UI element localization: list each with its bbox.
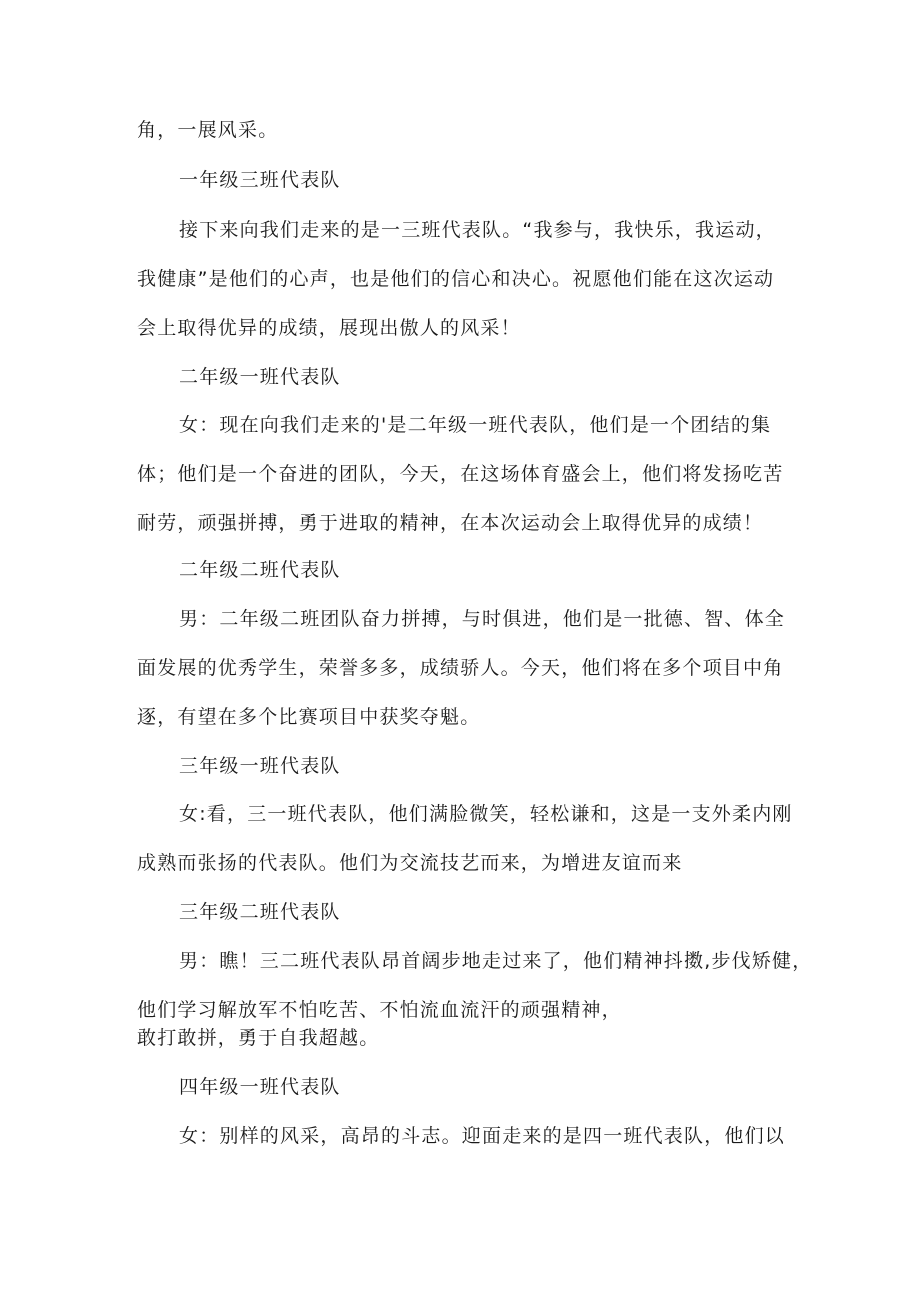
text-line: 敢打敢拼，勇于自我超越。 [137,1027,380,1049]
text-line: 成熟而张扬的代表队。他们为交流技艺而来，为增进友谊而来 [137,852,683,874]
section-heading: 四年级一班代表队 [179,1076,341,1098]
text-line: 他们学习解放军不怕吃苦、不怕流血流汗的顽强精神， [137,999,622,1021]
text-line: 会上取得优异的成绩，展现出傲人的风采！ [137,317,521,339]
section-heading: 三年级二班代表队 [179,901,341,923]
text-line: 体；他们是一个奋进的团队，今天，在这场体育盛会上，他们将发扬吃苦 [137,463,784,485]
section-heading: 二年级一班代表队 [179,366,341,388]
section-heading: 二年级二班代表队 [179,559,341,581]
text-line: 女:看，三一班代表队，他们满脸微笑，轻松谦和，这是一支外柔内刚 [179,803,793,825]
text-line: 耐劳，顽强拼搏，勇于进取的精神，在本次运动会上取得优异的成绩！ [137,512,764,534]
text-line: 角，一展风采。 [137,119,279,141]
text-line: 逐，有望在多个比赛项目中获奖夺魁。 [137,706,481,728]
section-heading: 一年级三班代表队 [179,169,341,191]
text-line: 面发展的优秀学生，荣誉多多，成绩骄人。今天，他们将在多个项目中角 [137,657,784,679]
text-line: 我健康”是他们的心声，也是他们的信心和决心。祝愿他们能在这次运动 [137,268,775,290]
text-line: 男：瞧！三二班代表队昂首阔步地走过来了，他们精神抖擞,步伐矫健， [179,950,813,972]
text-line: 接下来向我们走来的是一三班代表队。“我参与，我快乐，我运动， [179,219,776,241]
text-line: 女：别样的风采，高昂的斗志。迎面走来的是四一班代表队，他们以 [179,1125,786,1147]
text-line: 男：二年级二班团队奋力拼搏，与时俱进，他们是一批德、智、体全 [179,608,786,630]
text-line: 女：现在向我们走来的'是二年级一班代表队，他们是一个团结的集 [179,414,772,436]
section-heading: 三年级一班代表队 [179,755,341,777]
